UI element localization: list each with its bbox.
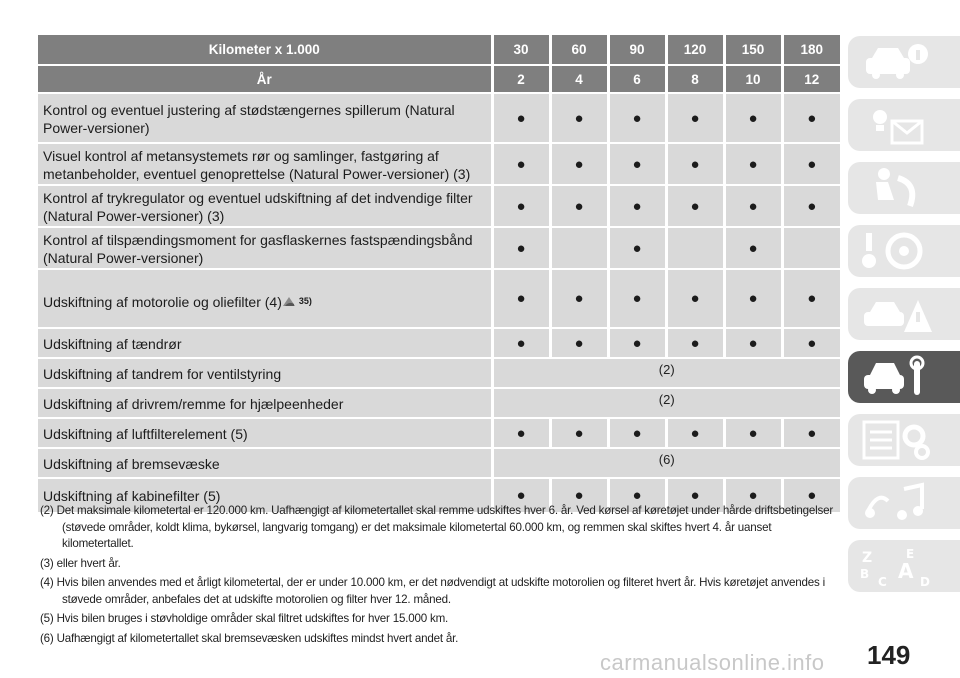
interval-cell: ● bbox=[724, 418, 782, 448]
merged-note-cell: (2) bbox=[492, 358, 840, 388]
row-label-cell bbox=[38, 143, 492, 185]
interval-cell: ● bbox=[666, 478, 724, 513]
interval-cell: ● bbox=[608, 418, 666, 448]
chapter-tab-car-warning-triangle[interactable] bbox=[848, 288, 960, 340]
schedule-body bbox=[38, 93, 840, 513]
header-row-year bbox=[38, 65, 840, 93]
interval-cell: ● bbox=[782, 478, 840, 513]
footnote: (2) Det maksimale kilometertal er 120.000 km. Uafhængigt af kilometertallet skal remme udskiftes hver 6. år. Ved kørsel af køretøjet under hårde driftsbetingelser (støvede områder, koldt klima, bykørsel, langvarig tomgang) er det maksimale kilometertal 60.000 km, og remmen skal skiftes hvert 4. år uanset kilometertallet. bbox=[40, 504, 834, 550]
chapter-tab-specifications-gear[interactable] bbox=[848, 414, 960, 466]
footnote: (3) eller hvert år. bbox=[40, 556, 121, 570]
interval-cell: ● bbox=[492, 269, 550, 328]
interval-cell: ● bbox=[666, 328, 724, 358]
header-km-value: 30 bbox=[492, 35, 550, 65]
header-year-value: 12 bbox=[782, 65, 840, 93]
interval-cell: ● bbox=[492, 227, 550, 269]
footnote: (6) Uafhængigt af kilometertallet skal bremsevæsken udskiftes mindst hvert andet år. bbox=[40, 631, 459, 645]
row-label: Udskiftning af bremsevæske bbox=[43, 455, 220, 472]
interval-cell: ● bbox=[724, 185, 782, 227]
interval-cell: ● bbox=[666, 269, 724, 328]
merged-note-cell: (2) bbox=[492, 388, 840, 418]
footnote: (4) Hvis bilen anvendes med et årligt kilometertal, der er under 10.000 km, er det nødvendigt at udskifte motorolien og filteret hvert år. Hvis køretøjet anvendes i støvede områder, anbefales det at udskifte motorolien og filter hver 12. måned. bbox=[40, 576, 825, 606]
interval-cell: ● bbox=[782, 185, 840, 227]
row-label: Udskiftning af tandrem for ventilstyring bbox=[43, 365, 282, 382]
svg-text:Z: Z bbox=[862, 550, 873, 566]
chapter-tab-dashboard-lights[interactable] bbox=[848, 99, 960, 151]
svg-text:A: A bbox=[898, 559, 914, 583]
row-label: Udskiftning af kabinefilter (5) bbox=[43, 488, 221, 504]
footnote: (5) Hvis bilen bruges i støvholdige områder skal filtret udskiftes for hver 15.000 km. bbox=[40, 612, 449, 625]
interval-cell: ● bbox=[608, 185, 666, 227]
warning-ref-number: 35) bbox=[298, 296, 312, 306]
table-row bbox=[38, 448, 840, 478]
row-label: Udskiftning af luftfilterelement (5) bbox=[43, 425, 248, 442]
table-row bbox=[38, 328, 840, 358]
interval-cell: ● bbox=[666, 143, 724, 185]
row-label-cell bbox=[38, 269, 492, 328]
interval-cell: ● bbox=[608, 93, 666, 143]
interval-cell: ● bbox=[550, 93, 608, 143]
header-km-value: 180 bbox=[782, 35, 840, 65]
interval-cell: ● bbox=[724, 478, 782, 513]
interval-cell: ● bbox=[724, 328, 782, 358]
interval-cell bbox=[550, 227, 608, 269]
interval-cell: ● bbox=[724, 93, 782, 143]
chapter-tab-car-wrench[interactable] bbox=[848, 351, 960, 403]
interval-cell: ● bbox=[724, 269, 782, 328]
row-label: Udskiftning af motorolie og oliefilter (4) bbox=[43, 294, 282, 310]
interval-cell: ● bbox=[492, 418, 550, 448]
svg-text:D: D bbox=[920, 575, 930, 588]
header-year-value: 4 bbox=[550, 65, 608, 93]
chapter-tab-seat-airbag[interactable] bbox=[848, 162, 960, 214]
interval-cell: ● bbox=[608, 269, 666, 328]
interval-cell: ● bbox=[492, 143, 550, 185]
header-km-value: 150 bbox=[724, 35, 782, 65]
header-year-label: År bbox=[38, 65, 492, 93]
footnotes bbox=[40, 503, 840, 650]
row-label: Visuel kontrol af metansystemets rør og samlinger, fastgøring af metanbeholder, eventuel genoprettelse (Natural Power-versioner) (3) bbox=[43, 147, 471, 182]
interval-cell: ● bbox=[608, 478, 666, 513]
row-label: Kontrol af trykregulator og eventuel udskiftning af det indvendige filter (Natural Power-versioner) (3) bbox=[43, 189, 473, 224]
row-label: Udskiftning af tændrør bbox=[43, 335, 182, 352]
row-label-cell bbox=[38, 227, 492, 269]
interval-cell: ● bbox=[666, 418, 724, 448]
interval-cell: ● bbox=[550, 328, 608, 358]
row-label-cell bbox=[38, 93, 492, 143]
warning-hand-icon bbox=[282, 295, 296, 307]
table-row bbox=[38, 227, 840, 269]
row-label: Kontrol af tilspændingsmoment for gasflaskernes fastspændingsbånd (Natural Power-versioner) bbox=[43, 231, 473, 266]
interval-cell: ● bbox=[492, 328, 550, 358]
interval-cell: ● bbox=[492, 93, 550, 143]
chapter-tab-multimedia-music[interactable] bbox=[848, 477, 960, 529]
row-label-cell bbox=[38, 388, 492, 418]
interval-cell: ● bbox=[608, 328, 666, 358]
chapter-tab-alphabetical-index[interactable] bbox=[848, 540, 960, 592]
header-year-value: 2 bbox=[492, 65, 550, 93]
interval-cell: ● bbox=[608, 227, 666, 269]
row-label-cell bbox=[38, 448, 492, 478]
row-label-cell bbox=[38, 358, 492, 388]
header-year-value: 10 bbox=[724, 65, 782, 93]
header-km-value: 90 bbox=[608, 35, 666, 65]
warning-reference bbox=[282, 292, 312, 310]
row-label-cell bbox=[38, 328, 492, 358]
watermark: carmanualsonline.info bbox=[600, 650, 825, 675]
header-year-value: 8 bbox=[666, 65, 724, 93]
interval-cell: ● bbox=[724, 143, 782, 185]
interval-cell: ● bbox=[492, 185, 550, 227]
interval-cell: ● bbox=[608, 143, 666, 185]
interval-cell: ● bbox=[782, 328, 840, 358]
header-km-label: Kilometer x 1.000 bbox=[38, 35, 492, 65]
table-row bbox=[38, 358, 840, 388]
interval-cell: ● bbox=[550, 143, 608, 185]
header-year-value: 6 bbox=[608, 65, 666, 93]
interval-cell: ● bbox=[666, 93, 724, 143]
interval-cell: ● bbox=[782, 143, 840, 185]
row-label: Udskiftning af drivrem/remme for hjælpeenheder bbox=[43, 395, 344, 412]
table-row bbox=[38, 93, 840, 143]
interval-cell: ● bbox=[550, 478, 608, 513]
interval-cell bbox=[666, 227, 724, 269]
svg-text:B: B bbox=[860, 567, 870, 581]
table-row bbox=[38, 269, 840, 328]
row-label: Kontrol og eventuel justering af stødstængernes spillerum (Natural Power-versioner) bbox=[43, 101, 455, 136]
table-row bbox=[38, 143, 840, 185]
svg-text:E: E bbox=[906, 547, 915, 561]
header-row-km bbox=[38, 35, 840, 65]
svg-text:C: C bbox=[878, 575, 887, 588]
maintenance-schedule-table bbox=[38, 35, 840, 514]
merged-note-cell: (6) bbox=[492, 448, 840, 478]
interval-cell: ● bbox=[550, 269, 608, 328]
interval-cell bbox=[782, 227, 840, 269]
chapter-tab-steering-wheel-key[interactable] bbox=[848, 225, 960, 277]
chapter-tab-car-info[interactable] bbox=[848, 36, 960, 88]
interval-cell: ● bbox=[666, 185, 724, 227]
header-km-value: 60 bbox=[550, 35, 608, 65]
chapter-tabs bbox=[848, 36, 960, 603]
interval-cell: ● bbox=[492, 478, 550, 513]
interval-cell: ● bbox=[782, 418, 840, 448]
interval-cell: ● bbox=[550, 418, 608, 448]
interval-cell: ● bbox=[724, 227, 782, 269]
interval-cell: ● bbox=[782, 269, 840, 328]
row-label-cell bbox=[38, 185, 492, 227]
row-label-cell bbox=[38, 418, 492, 448]
interval-cell: ● bbox=[782, 93, 840, 143]
table-row bbox=[38, 185, 840, 227]
header-km-value: 120 bbox=[666, 35, 724, 65]
interval-cell: ● bbox=[550, 185, 608, 227]
page-number: 149 bbox=[867, 640, 911, 670]
table-row bbox=[38, 418, 840, 448]
table-row bbox=[38, 388, 840, 418]
